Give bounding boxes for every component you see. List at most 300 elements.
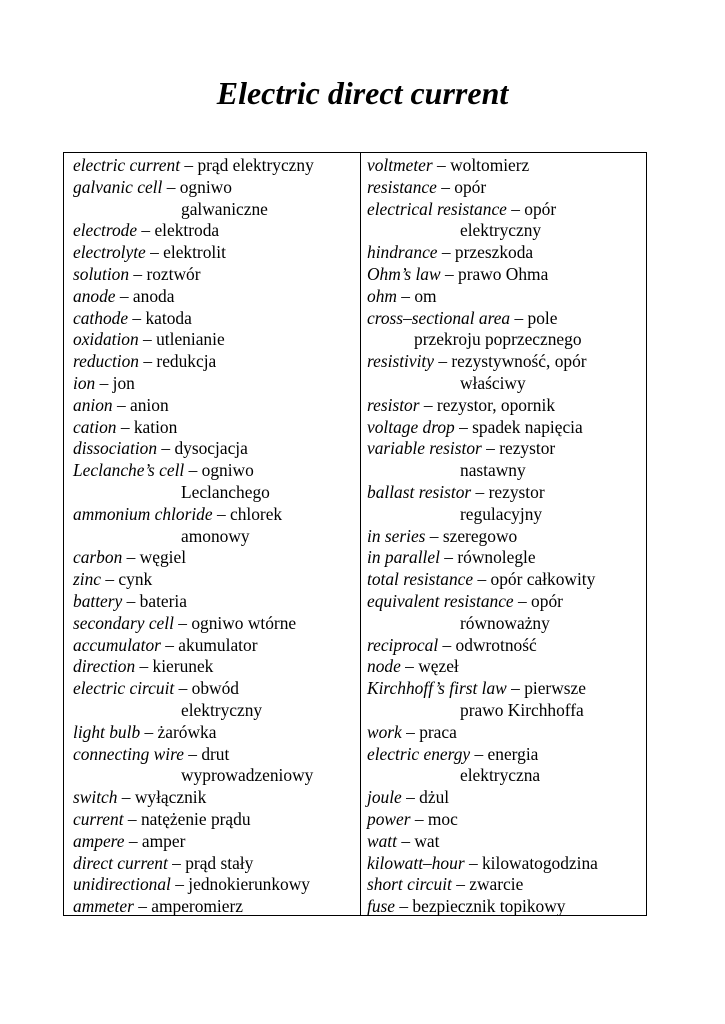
dash-separator: – bbox=[437, 242, 455, 263]
vocab-translation: pole bbox=[527, 307, 558, 328]
dash-separator: – bbox=[510, 307, 528, 328]
vocab-entry bbox=[367, 264, 646, 286]
vocab-translation: rezystywność, opór bbox=[451, 351, 587, 372]
vocab-entry bbox=[367, 591, 646, 635]
vocab-term: galvanic cell bbox=[73, 176, 163, 197]
vocab-translation: moc bbox=[427, 808, 458, 829]
vocab-line bbox=[73, 177, 360, 199]
vocab-entry bbox=[73, 264, 360, 286]
vocab-term: switch bbox=[73, 787, 118, 808]
vocab-translation: prawo Ohma bbox=[458, 263, 549, 284]
vocab-term: resistance bbox=[367, 176, 437, 197]
vocab-translation: drut bbox=[201, 743, 230, 764]
vocab-entry bbox=[73, 395, 360, 417]
vocab-line bbox=[73, 831, 360, 853]
vocab-translation: prąd stały bbox=[185, 852, 254, 873]
dash-separator: – bbox=[438, 634, 456, 655]
vocab-translation: jednokierunkowy bbox=[188, 874, 310, 895]
vocab-entry bbox=[367, 896, 646, 918]
dash-separator: – bbox=[432, 155, 451, 175]
vocab-line bbox=[367, 155, 646, 177]
vocab-line bbox=[367, 264, 646, 286]
vocab-term: voltage drop bbox=[367, 416, 455, 437]
vocab-translation: dysocjacja bbox=[174, 438, 248, 459]
vocab-entry bbox=[73, 591, 360, 613]
vocab-translation: cynk bbox=[118, 569, 153, 590]
vocab-term: anode bbox=[73, 285, 116, 306]
vocab-entry bbox=[73, 286, 360, 308]
vocab-translation: węzeł bbox=[418, 656, 459, 677]
vocab-translation: wat bbox=[414, 830, 440, 851]
dash-separator: – bbox=[401, 787, 420, 808]
vocab-line bbox=[73, 373, 360, 395]
vocab-entry bbox=[73, 329, 360, 351]
vocab-translation: akumulator bbox=[178, 634, 258, 655]
vocab-entry bbox=[367, 722, 646, 744]
vocab-entry bbox=[73, 351, 360, 373]
vocab-line bbox=[73, 809, 360, 831]
dash-separator: – bbox=[162, 176, 180, 197]
vocab-translation: bezpiecznik topikowy bbox=[412, 896, 566, 917]
vocab-entry bbox=[73, 569, 360, 591]
vocab-line bbox=[73, 722, 360, 744]
vocab-entry bbox=[73, 678, 360, 722]
vocab-term: connecting wire bbox=[73, 743, 184, 764]
vocab-line bbox=[73, 220, 360, 242]
vocab-entry bbox=[367, 678, 646, 722]
right-column bbox=[361, 153, 646, 915]
vocab-term: resistivity bbox=[367, 351, 434, 372]
vocab-entry bbox=[367, 395, 646, 417]
vocab-translation: równolegle bbox=[457, 547, 536, 568]
vocab-translation: kilowatogodzina bbox=[481, 852, 598, 873]
vocab-translation: żarówka bbox=[157, 721, 217, 742]
vocab-entry bbox=[73, 722, 360, 744]
vocab-translation: elektroda bbox=[154, 220, 220, 241]
vocab-translation: opór całkowity bbox=[490, 569, 596, 590]
dash-separator: – bbox=[124, 830, 142, 851]
vocab-entry bbox=[73, 809, 360, 831]
dash-separator: – bbox=[451, 874, 470, 895]
vocab-term: unidirectional bbox=[73, 874, 171, 895]
dash-separator: – bbox=[180, 155, 198, 175]
dash-separator: – bbox=[170, 874, 189, 895]
vocab-entry bbox=[73, 853, 360, 875]
vocab-translation: przeszkoda bbox=[454, 242, 534, 263]
vocab-entry bbox=[367, 569, 646, 591]
vocab-translation: węgiel bbox=[139, 547, 187, 568]
vocab-line bbox=[367, 853, 646, 875]
vocab-entry bbox=[73, 831, 360, 853]
vocab-entry bbox=[367, 547, 646, 569]
dash-separator: – bbox=[396, 285, 415, 306]
vocab-line bbox=[367, 896, 646, 918]
dash-separator: – bbox=[167, 852, 186, 873]
dash-separator: – bbox=[513, 590, 532, 611]
vocab-entry bbox=[367, 809, 646, 831]
vocab-term: electrode bbox=[73, 220, 138, 241]
dash-separator: – bbox=[138, 329, 157, 350]
vocab-entry bbox=[73, 308, 360, 330]
vocab-term: Ohm’s law bbox=[367, 263, 441, 284]
vocab-line bbox=[367, 177, 646, 199]
vocab-term: anion bbox=[73, 394, 113, 415]
vocab-line bbox=[367, 874, 646, 896]
dash-separator: – bbox=[117, 787, 135, 808]
vocab-term: kilowatt–hour bbox=[367, 852, 465, 873]
vocab-translation: roztwór bbox=[146, 263, 201, 284]
vocab-translation: amperomierz bbox=[151, 896, 243, 917]
vocab-term: accumulator bbox=[73, 634, 161, 655]
dash-separator: – bbox=[139, 351, 157, 372]
vocab-translation: kation bbox=[133, 416, 178, 437]
vocab-line bbox=[367, 678, 646, 700]
vocab-line bbox=[367, 831, 646, 853]
vocab-entry bbox=[367, 874, 646, 896]
vocab-translation-continued: Leclanchego bbox=[181, 481, 270, 502]
vocab-translation: zwarcie bbox=[469, 874, 524, 895]
vocab-line bbox=[367, 591, 646, 613]
dash-separator: – bbox=[95, 372, 113, 393]
vocab-term: carbon bbox=[73, 547, 123, 568]
vocab-translation-continued: regulacyjny bbox=[460, 503, 543, 524]
vocab-translation: anion bbox=[130, 394, 169, 415]
vocab-entry bbox=[367, 482, 646, 526]
vocab-term: ohm bbox=[367, 285, 397, 306]
vocab-term: joule bbox=[367, 787, 402, 808]
vocab-line bbox=[367, 242, 646, 264]
vocab-entry bbox=[367, 155, 646, 177]
dash-separator: – bbox=[473, 569, 491, 590]
dash-separator: – bbox=[174, 678, 192, 699]
vocab-entry bbox=[73, 547, 360, 569]
dash-separator: – bbox=[470, 743, 488, 764]
vocab-term: ampere bbox=[73, 830, 125, 851]
vocab-translation: natężenie prądu bbox=[140, 808, 251, 829]
vocab-entry bbox=[73, 438, 360, 460]
vocab-term: Kirchhoff’s first law bbox=[367, 678, 507, 699]
dash-separator: – bbox=[440, 263, 458, 284]
vocab-translation: jon bbox=[112, 372, 135, 393]
vocab-line bbox=[367, 199, 646, 221]
vocab-line bbox=[367, 438, 646, 460]
dash-separator: – bbox=[173, 612, 192, 633]
dash-separator: – bbox=[395, 896, 413, 917]
vocab-translation-continued: równoważny bbox=[460, 612, 550, 633]
dash-separator: – bbox=[133, 896, 152, 917]
vocab-entry bbox=[73, 417, 360, 439]
vocab-entry bbox=[367, 286, 646, 308]
dash-separator: – bbox=[140, 721, 158, 742]
vocab-entry bbox=[73, 373, 360, 395]
vocab-term: electric current bbox=[73, 155, 181, 175]
vocab-line bbox=[73, 308, 360, 330]
vocab-line bbox=[367, 417, 646, 439]
vocab-translation: dżul bbox=[419, 787, 450, 808]
vocab-line bbox=[367, 635, 646, 657]
vocab-translation: bateria bbox=[139, 590, 187, 611]
vocab-entry bbox=[73, 744, 360, 788]
vocab-translation: wyłącznik bbox=[134, 787, 207, 808]
vocab-translation: opór bbox=[524, 198, 557, 219]
vocab-line bbox=[367, 809, 646, 831]
vocab-entry bbox=[367, 308, 646, 352]
vocab-term: equivalent resistance bbox=[367, 590, 514, 611]
vocab-term: Leclanche’s cell bbox=[73, 460, 185, 481]
vocab-entry bbox=[73, 504, 360, 548]
vocab-line bbox=[73, 613, 360, 635]
vocab-line bbox=[73, 504, 360, 526]
vocab-translation: redukcja bbox=[156, 351, 217, 372]
dash-separator: – bbox=[401, 721, 420, 742]
left-column bbox=[64, 153, 361, 915]
vocab-translation: spadek napięcia bbox=[472, 416, 583, 437]
vocab-entry bbox=[367, 417, 646, 439]
vocab-translation-continued: amonowy bbox=[181, 525, 250, 546]
vocab-term: light bulb bbox=[73, 721, 141, 742]
vocab-entry bbox=[73, 220, 360, 242]
vocab-translation: odwrotność bbox=[455, 634, 537, 655]
vocab-line bbox=[73, 264, 360, 286]
vocab-line bbox=[367, 547, 646, 569]
vocab-translation-continued: przekroju poprzecznego bbox=[414, 329, 582, 350]
vocab-term: resistor bbox=[367, 394, 420, 415]
vocab-line bbox=[73, 787, 360, 809]
vocab-line bbox=[73, 547, 360, 569]
vocab-entry bbox=[367, 199, 646, 243]
vocab-line bbox=[73, 853, 360, 875]
page-title: Electric direct current bbox=[216, 75, 509, 111]
vocab-term: ammonium chloride bbox=[73, 503, 213, 524]
vocab-term: battery bbox=[73, 590, 123, 611]
dash-separator: – bbox=[135, 656, 153, 677]
vocab-line bbox=[367, 744, 646, 766]
dash-separator: – bbox=[137, 220, 155, 241]
vocab-translation: praca bbox=[419, 721, 457, 742]
vocab-entry bbox=[73, 460, 360, 504]
vocab-entry bbox=[367, 438, 646, 482]
dash-separator: – bbox=[123, 808, 141, 829]
vocab-term: voltmeter bbox=[367, 155, 433, 175]
vocab-term: cross–sectional area bbox=[367, 307, 511, 328]
vocab-term: electric energy bbox=[367, 743, 471, 764]
vocab-term: reciprocal bbox=[367, 634, 439, 655]
vocab-translation: anoda bbox=[132, 285, 175, 306]
vocab-term: cation bbox=[73, 416, 117, 437]
vocab-term: direction bbox=[73, 656, 136, 677]
dash-separator: – bbox=[212, 503, 230, 524]
dash-separator: – bbox=[145, 242, 164, 263]
vocab-entry bbox=[367, 526, 646, 548]
vocab-line bbox=[73, 569, 360, 591]
vocab-line bbox=[367, 526, 646, 548]
vocab-translation: kierunek bbox=[152, 656, 214, 677]
vocab-translation: opór bbox=[531, 590, 563, 611]
vocab-entry bbox=[73, 613, 360, 635]
vocab-translation: pierwsze bbox=[524, 678, 586, 699]
vocab-translation: utlenianie bbox=[156, 329, 225, 350]
vocab-term: electrical resistance bbox=[367, 198, 507, 219]
vocab-term: direct current bbox=[73, 852, 168, 873]
vocab-line bbox=[73, 874, 360, 896]
vocab-term: solution bbox=[73, 263, 130, 284]
vocab-term: zinc bbox=[73, 569, 102, 590]
dash-separator: – bbox=[481, 438, 500, 459]
vocab-translation-continued: wyprowadzeniowy bbox=[181, 765, 314, 786]
vocab-line bbox=[367, 482, 646, 504]
vocab-term: ballast resistor bbox=[367, 481, 472, 502]
vocab-translation: amper bbox=[141, 830, 186, 851]
dash-separator: – bbox=[122, 590, 140, 611]
vocab-translation-continued: galwaniczne bbox=[181, 198, 268, 219]
vocab-term: ion bbox=[73, 372, 96, 393]
vocab-term: node bbox=[367, 656, 401, 677]
vocab-term: watt bbox=[367, 830, 397, 851]
vocab-entry bbox=[73, 896, 360, 918]
vocab-entry bbox=[367, 351, 646, 395]
vocab-term: electric circuit bbox=[73, 678, 175, 699]
vocab-translation: energia bbox=[487, 743, 539, 764]
vocab-line bbox=[73, 678, 360, 700]
dash-separator: – bbox=[160, 634, 179, 655]
dash-separator: – bbox=[115, 285, 133, 306]
vocab-term: electrolyte bbox=[73, 242, 146, 263]
dash-separator: – bbox=[433, 351, 452, 372]
dash-separator: – bbox=[116, 416, 134, 437]
dash-separator: – bbox=[464, 852, 482, 873]
vocab-entry bbox=[367, 787, 646, 809]
dash-separator: – bbox=[471, 481, 489, 502]
vocabulary-table bbox=[63, 152, 647, 916]
vocab-term: hindrance bbox=[367, 242, 438, 263]
vocab-entry bbox=[73, 787, 360, 809]
vocab-translation: ogniwo bbox=[179, 176, 232, 197]
vocab-translation-continued: nastawny bbox=[460, 460, 526, 481]
vocab-line bbox=[73, 395, 360, 417]
vocab-translation-continued: elektryczna bbox=[460, 765, 541, 786]
vocab-entry bbox=[73, 242, 360, 264]
vocab-translation: obwód bbox=[191, 678, 239, 699]
vocab-line bbox=[73, 417, 360, 439]
vocab-line bbox=[73, 438, 360, 460]
vocab-translation: om bbox=[414, 285, 437, 306]
vocab-line bbox=[73, 155, 360, 177]
vocab-translation: rezystor bbox=[499, 438, 556, 459]
vocab-line bbox=[367, 308, 646, 330]
vocab-line bbox=[73, 591, 360, 613]
vocab-translation: ogniwo wtórne bbox=[191, 612, 297, 633]
vocab-term: cathode bbox=[73, 307, 129, 328]
vocab-line bbox=[367, 569, 646, 591]
dash-separator: – bbox=[128, 307, 146, 328]
vocab-line bbox=[73, 460, 360, 482]
vocab-term: oxidation bbox=[73, 329, 139, 350]
vocab-entry bbox=[367, 242, 646, 264]
dash-separator: – bbox=[122, 547, 140, 568]
vocab-line bbox=[367, 787, 646, 809]
vocab-entry bbox=[367, 177, 646, 199]
dash-separator: – bbox=[439, 547, 458, 568]
vocab-line bbox=[73, 635, 360, 657]
vocab-translation: ogniwo bbox=[201, 460, 254, 481]
dash-separator: – bbox=[183, 743, 202, 764]
vocab-line bbox=[367, 286, 646, 308]
vocab-line bbox=[73, 656, 360, 678]
vocab-translation-continued: właściwy bbox=[460, 372, 526, 393]
dash-separator: – bbox=[157, 438, 175, 459]
vocab-term: total resistance bbox=[367, 569, 474, 590]
vocab-term: current bbox=[73, 808, 124, 829]
vocab-translation: katoda bbox=[145, 307, 192, 328]
vocab-translation: rezystor bbox=[488, 481, 545, 502]
vocab-translation: opór bbox=[454, 176, 487, 197]
dash-separator: – bbox=[400, 656, 419, 677]
vocab-line bbox=[367, 722, 646, 744]
vocab-line bbox=[73, 329, 360, 351]
dash-separator: – bbox=[396, 830, 415, 851]
vocab-term: in parallel bbox=[367, 547, 440, 568]
vocab-term: secondary cell bbox=[73, 612, 174, 633]
vocab-term: fuse bbox=[367, 896, 396, 917]
vocab-entry bbox=[367, 656, 646, 678]
dash-separator: – bbox=[425, 525, 443, 546]
vocab-entry bbox=[73, 635, 360, 657]
dash-separator: – bbox=[506, 198, 525, 219]
vocab-term: short circuit bbox=[367, 874, 452, 895]
vocab-translation-continued: prawo Kirchhoffa bbox=[460, 699, 584, 720]
vocab-translation: woltomierz bbox=[450, 155, 530, 175]
vocab-translation-continued: elektryczny bbox=[460, 220, 542, 241]
vocab-term: ammeter bbox=[73, 896, 134, 917]
vocab-translation: szeregowo bbox=[442, 525, 518, 546]
vocab-translation: elektrolit bbox=[163, 242, 226, 263]
vocab-entry bbox=[367, 635, 646, 657]
vocab-entry bbox=[73, 155, 360, 177]
dash-separator: – bbox=[129, 263, 147, 284]
dash-separator: – bbox=[506, 678, 525, 699]
dash-separator: – bbox=[101, 569, 119, 590]
vocab-line bbox=[73, 242, 360, 264]
vocab-translation: rezystor, opornik bbox=[436, 394, 556, 415]
dash-separator: – bbox=[419, 394, 437, 415]
vocab-translation-continued: elektryczny bbox=[181, 699, 263, 720]
dash-separator: – bbox=[410, 808, 428, 829]
vocab-entry bbox=[367, 744, 646, 788]
vocab-entry bbox=[73, 874, 360, 896]
vocab-entry bbox=[367, 831, 646, 853]
vocab-line bbox=[367, 351, 646, 373]
vocab-entry bbox=[73, 177, 360, 221]
vocab-translation: chlorek bbox=[229, 503, 283, 524]
vocab-line bbox=[73, 744, 360, 766]
vocab-line bbox=[73, 351, 360, 373]
vocab-term: work bbox=[367, 721, 402, 742]
vocab-term: reduction bbox=[73, 351, 140, 372]
vocab-line bbox=[367, 656, 646, 678]
vocab-translation: prąd elektryczny bbox=[197, 155, 314, 175]
vocab-term: in series bbox=[367, 525, 426, 546]
vocab-entry bbox=[73, 656, 360, 678]
vocab-term: dissociation bbox=[73, 438, 158, 459]
vocab-term: variable resistor bbox=[367, 438, 482, 459]
vocab-line bbox=[367, 395, 646, 417]
dash-separator: – bbox=[184, 460, 202, 481]
vocab-term: power bbox=[367, 808, 411, 829]
vocab-entry bbox=[367, 853, 646, 875]
dash-separator: – bbox=[112, 394, 131, 415]
vocab-line bbox=[73, 896, 360, 918]
dash-separator: – bbox=[454, 416, 473, 437]
